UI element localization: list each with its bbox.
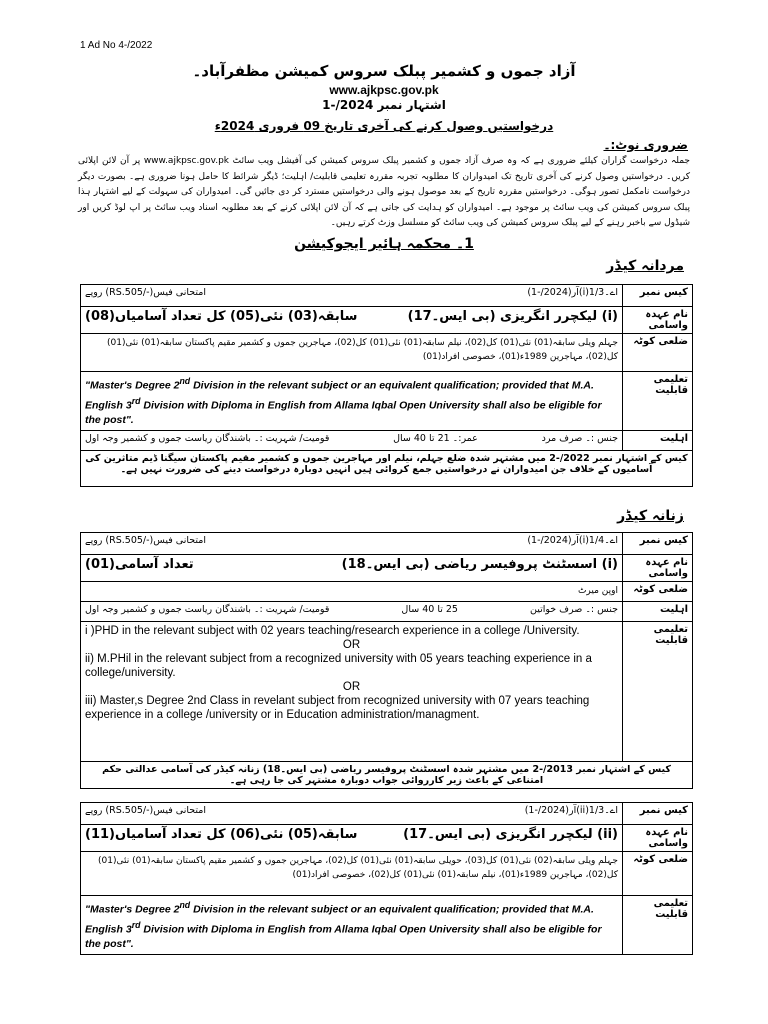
qualification-text: "Master's Degree 2nd Division in the relevant subject or an equivalent qualification; provided that M.A. English 3rd Division with Diploma in English from Allama Iqbal Open University shall also be eligible for the post". bbox=[81, 372, 623, 431]
age: 25 تا 40 سال bbox=[401, 604, 458, 615]
label-eligibility: اہلیت bbox=[623, 431, 693, 451]
case-number: اے۔1/3(ii)آر(2024/-1) bbox=[524, 805, 618, 816]
qualification-text bbox=[81, 622, 623, 762]
post-count: سابقہ(05) نئی(06) کل تعداد آسامیاں(11) bbox=[85, 827, 358, 842]
notice-heading: ضروری نوٹ:۔ bbox=[603, 138, 688, 152]
label-district: ضلعی کوٹہ bbox=[623, 334, 693, 372]
exam-fee: امتحانی فیس(-/RS.505) روپے bbox=[85, 287, 206, 298]
label-qualification: تعلیمی قابلیت bbox=[623, 372, 693, 431]
notice-body: جملہ درخواست گزاران کیلئے ضروری ہے کہ وہ صرف آزاد جموں و کشمیر پبلک سروس کمیشن کی آفیشل ویب سائٹ www.ajkpsc.gov.pk پر آن لائن اپلائی کریں۔ درخواستیں وصول کرنے کی آخری تاریخ تک امیدواران کا مطلوبہ تجربہ مقررہ تعلیمی قابلیت/ اہلیت؛ ڈیگر شرائط کا حامل ہونا ضروری ہے۔ بصورت دیگر درخواست نامکمل تصور ہوگی۔ درخواستیں مقررہ تاریخ کے بعد موصول ہونے والی درخواستیں مسترد کر دی جائیں گی۔ امیدواران کی سہولت کے لیے اشتہار ہذا پبلک سروس کمیشن کی ویب سائٹ پر موجود ہے۔ امیدواران کو ہدایت کی جاتی ہے کہ آن لائن اپلائی کرنے کے بعد مطلوبہ اسناد ویب سائٹ پر اپ لوڈ کریں اور شیڈول سے باخبر رہنے کے لیے پبلک سروس کمیشن کی ویب سائٹ کو مسلسل وزٹ کرتے رہیں۔ bbox=[78, 156, 690, 228]
post-title: (ii) لیکچرر انگریزی (بی ایس۔17) bbox=[403, 827, 618, 842]
or-separator: OR bbox=[342, 681, 361, 693]
qualification-option-2: ii) M.PHil in the relevant subject from a recognized university with 05 years teaching experience in a college/university. bbox=[85, 653, 592, 679]
domicile: قومیت/ شہریت :۔ باشندگان ریاست جموں و کشمیر وجہ اول bbox=[85, 433, 330, 444]
district-quota: جہلم ویلی سابقہ(02) نئی(01) کل(03)، حویلی سابقہ(01) نئی(01) کل(02)، مہاجرین جموں و کشمیر مقیم پاکستان سابقہ(01) نئی(01) کل(02)، مہاجرین 1989ء(01)، نیلم سابقہ(01) نئی(01) کل(02)، خصوصی افراد(01) bbox=[81, 852, 623, 896]
post-title: (i) لیکچرر انگریزی (بی ایس۔17) bbox=[407, 309, 618, 324]
qualification-option-1: i )PHD in the relevant subject with 02 years teaching/research experience in a college /University. bbox=[85, 625, 580, 637]
post-count: سابقہ(03) نئی(05) کل تعداد آسامیاں(08) bbox=[85, 309, 358, 324]
post-title: (i) اسسٹنٹ پروفیسر ریاضی (بی ایس۔18) bbox=[341, 557, 618, 572]
ad-footer-note: کیس کے اشتہار نمبر 2013/-2 میں مشتہر شدہ اسسٹنٹ پروفیسر ریاضی (بی ایس۔18) زنانہ کیڈر کی آسامی عدالتی حکم امتناعی کے باعث زیر کارروائی جواب دوبارہ مشتہر کی جا رہی ہے۔ bbox=[81, 762, 693, 789]
label-qualification: تعلیمی قابلیت bbox=[623, 896, 693, 955]
section-male: مردانہ کیڈر bbox=[606, 258, 684, 274]
district-quota: اوپن میرٹ bbox=[81, 582, 623, 602]
label-case-no: کیس نمبر bbox=[623, 803, 693, 825]
ad-table-3 bbox=[80, 802, 693, 955]
gender: جنس :۔ صرف خواتین bbox=[530, 604, 618, 615]
exam-fee: امتحانی فیس(-/RS.505) روپے bbox=[85, 535, 206, 546]
district-quota: جہلم ویلی سابقہ(01) نئی(01) کل(02)، نیلم سابقہ(01) نئی(01) کل(02)، مہاجرین جموں و کشمیر مقیم پاکستان سابقہ(01) نئی(01) کل(02)، مہاجرین 1989ء(01)، خصوصی افراد(01) bbox=[81, 334, 623, 372]
label-post: نام عہدہ واسامی bbox=[623, 555, 693, 582]
case-number: اے۔1/3(i)آر(2024/-1) bbox=[527, 287, 618, 298]
label-post: نام عہدہ واسامی bbox=[623, 825, 693, 852]
ad-table-1 bbox=[80, 284, 693, 487]
or-separator: OR bbox=[342, 639, 361, 651]
label-post: نام عہدہ واسامی bbox=[623, 307, 693, 334]
exam-fee: امتحانی فیس(-/RS.505) روپے bbox=[85, 805, 206, 816]
label-district: ضلعی کوٹہ bbox=[623, 582, 693, 602]
domicile: قومیت/ شہریت :۔ باشندگان ریاست جموں و کشمیر وجہ اول bbox=[85, 604, 330, 615]
department-title: 1۔ محکمہ ہائیر ایجوکیشن bbox=[294, 236, 474, 252]
label-case-no: کیس نمبر bbox=[623, 533, 693, 555]
deadline: درخواستیں وصول کرنے کی آخری تاریخ 09 فروری 2024ء bbox=[214, 119, 554, 133]
ad-reference: 1 Ad No 4-/2022 bbox=[80, 40, 153, 51]
ad-footer-note: کیس کے اشتہار نمبر 2022/-2 میں مشتہر شدہ ضلع جہلم، نیلم اور مہاجرین جموں و کشمیر مقیم پاکستان سیگنا ڈیم متاثرین کی آسامیوں کے خلاف جن امیدواران نے درخواستیں جمع کروائی ہیں انہیں دوبارہ درخواست دینے کی ضرورت نہیں ہے۔ bbox=[81, 451, 693, 487]
website-url: www.ajkpsc.gov.pk bbox=[329, 83, 439, 97]
section-female: زنانہ کیڈر bbox=[617, 508, 684, 524]
post-count: تعداد آسامی(01) bbox=[85, 557, 194, 572]
label-case-no: کیس نمبر bbox=[623, 285, 693, 307]
case-number: اے۔1/4(i)آر(2024/-1) bbox=[527, 535, 618, 546]
gender: جنس :۔ صرف مرد bbox=[541, 433, 618, 444]
qualification-option-3: iii) Master,s Degree 2nd Class in revelant subject from recognized university with 07 years teaching experience in a college /university or in Education administration/managment. bbox=[85, 695, 590, 721]
qualification-text: "Master's Degree 2nd Division in the relevant subject or an equivalent qualification; provided that M.A. English 3rd Division with Diploma in English from Allama Iqbal Open University shall also be eligible for the post". bbox=[81, 896, 623, 955]
age: عمر:۔ 21 تا 40 سال bbox=[393, 433, 478, 444]
ad-table-2 bbox=[80, 532, 693, 789]
label-district: ضلعی کوٹہ bbox=[623, 852, 693, 896]
ad-number: اشتہار نمبر 2024/-1 bbox=[322, 98, 446, 112]
label-eligibility: اہلیت bbox=[623, 602, 693, 622]
label-qualification: تعلیمی قابلیت bbox=[623, 622, 693, 762]
commission-title: آزاد جموں و کشمیر پبلک سروس کمیشن مظفرآباد۔ bbox=[192, 62, 576, 80]
